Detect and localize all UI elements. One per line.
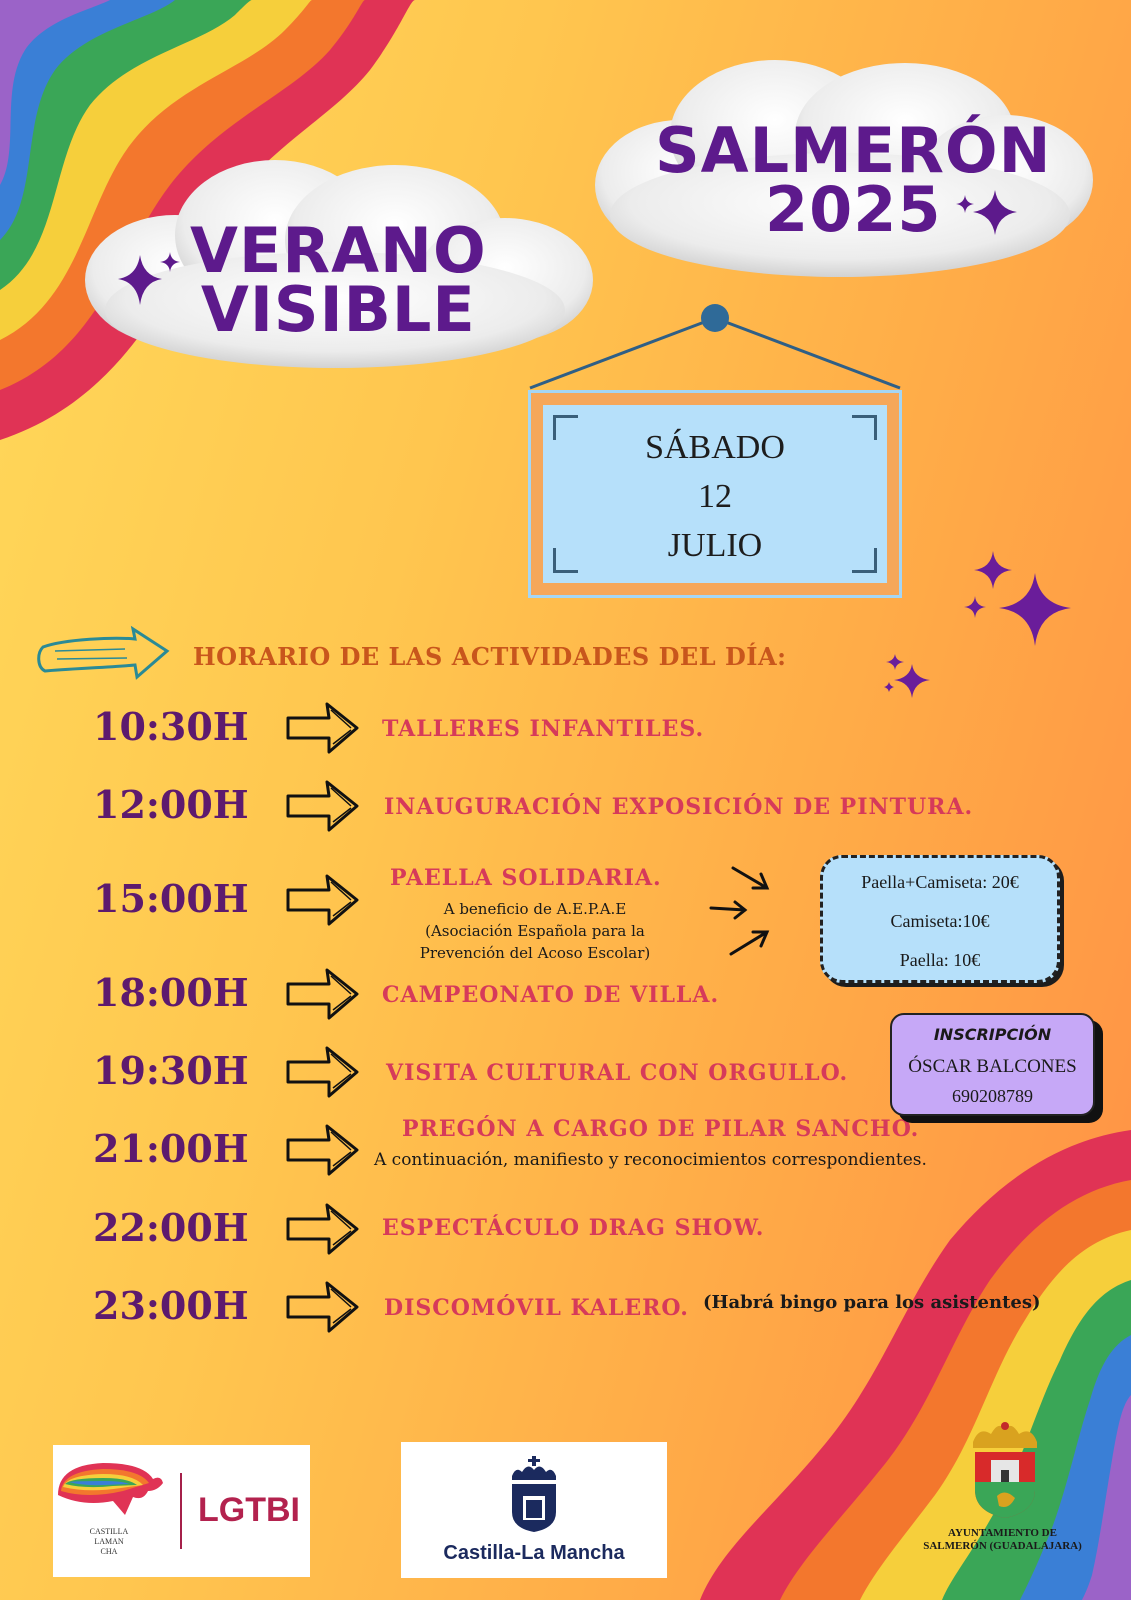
schedule-time: 19:30H — [93, 1048, 249, 1093]
hand-drawn-arrow-icon — [35, 625, 175, 685]
pointer-arrows — [705, 862, 775, 962]
sketch-arrow-icon — [285, 966, 361, 1022]
sketch-arrow-icon — [285, 778, 361, 834]
price-line: Paella+Camiseta: 20€ — [861, 872, 1019, 892]
schedule-time: 21:00H — [93, 1126, 249, 1171]
schedule-activity: INAUGURACIÓN EXPOSICIÓN DE PINTURA. — [384, 794, 974, 820]
schedule-time: 23:00H — [93, 1283, 249, 1328]
schedule-activity: PAELLA SOLIDARIA. — [390, 865, 662, 891]
schedule-activity: VISITA CULTURAL CON ORGULLO. — [386, 1060, 849, 1086]
ayto-label — [905, 1527, 1100, 1553]
rainbow-head-icon — [53, 1457, 165, 1517]
schedule-time: 12:00H — [93, 782, 249, 827]
title-line: VISIBLE — [200, 272, 476, 346]
title-verano-visible — [190, 214, 487, 346]
schedule-details — [395, 898, 675, 964]
schedule-note: (Habrá bingo para los asistentes) — [703, 1292, 1041, 1313]
sketch-arrow-icon — [285, 1044, 361, 1100]
sketch-arrow-icon — [285, 872, 361, 928]
schedule-activity: TALLERES INFANTILES. — [382, 716, 705, 742]
detail-line: Prevención del Acoso Escolar) — [419, 944, 651, 962]
sign-hanger — [520, 300, 910, 395]
inscription-box — [890, 1013, 1095, 1116]
sketch-arrow-icon — [285, 1201, 361, 1257]
lgtbi-small-line: CHA — [100, 1547, 118, 1556]
date-text — [543, 423, 887, 570]
date-sign-panel — [543, 405, 887, 583]
title-line: VERANO — [190, 214, 487, 287]
detail-line: (Asociación Española para la — [425, 922, 645, 940]
schedule-activity: ESPECTÁCULO DRAG SHOW. — [382, 1215, 765, 1241]
logo-divider — [180, 1473, 182, 1549]
schedule-time: 18:00H — [93, 970, 249, 1015]
sketch-arrow-icon — [285, 1122, 361, 1178]
sparkle-icon — [880, 652, 940, 702]
schedule-activity: PREGÓN A CARGO DE PILAR SANCHO. — [402, 1116, 920, 1142]
ayto-line: AYUNTAMIENTO DE — [948, 1527, 1057, 1539]
schedule-time: 10:30H — [93, 704, 249, 749]
price-box — [820, 855, 1060, 983]
logo-ayuntamiento — [905, 1420, 1100, 1570]
inscription-name: ÓSCAR BALCONES — [908, 1056, 1077, 1077]
lgtbi-label: LGTBI — [198, 1491, 300, 1529]
schedule-activity: DISCOMÓVIL KALERO. — [384, 1295, 689, 1321]
jccm-label: Castilla-La Mancha — [443, 1542, 625, 1564]
title-line: 2025 — [764, 172, 942, 246]
lgtbi-small-text — [83, 1527, 135, 1557]
logo-castilla-la-mancha — [401, 1442, 667, 1578]
inscription-phone: 690208789 — [952, 1086, 1033, 1106]
sketch-arrow-icon — [285, 1279, 361, 1335]
sparkle-icon — [955, 548, 1075, 648]
ayto-line: SALMERÓN (GUADALAJARA) — [923, 1540, 1082, 1552]
schedule-activity: CAMPEONATO DE VILLA. — [382, 982, 720, 1008]
castle-crest-icon — [965, 1420, 1045, 1520]
schedule-heading: HORARIO DE LAS ACTIVIDADES DEL DÍA: — [193, 642, 787, 671]
date-sign — [528, 390, 902, 598]
lgtbi-small-line: CASTILLA — [89, 1527, 129, 1536]
schedule-time: 22:00H — [93, 1205, 249, 1250]
logo-lgtbi — [53, 1445, 310, 1577]
lgtbi-small-line: LAMAN — [94, 1537, 124, 1546]
schedule-details: A continuación, manifiesto y reconocimientos correspondientes. — [374, 1150, 927, 1170]
castle-crown-icon — [506, 1456, 562, 1532]
title-line: SALMERÓN — [655, 114, 1052, 187]
sketch-arrow-icon — [285, 700, 361, 756]
date-day: 12 — [698, 478, 732, 515]
schedule-time: 15:00H — [93, 876, 249, 921]
detail-line: A beneficio de A.E.P.A.E — [443, 900, 627, 918]
inscription-title: INSCRIPCIÓN — [933, 1025, 1052, 1044]
date-weekday: SÁBADO — [645, 429, 785, 466]
price-line: Camiseta:10€ — [890, 911, 990, 931]
date-month: JULIO — [667, 527, 763, 564]
price-line: Paella: 10€ — [899, 950, 981, 970]
sparkle-icon — [955, 185, 1025, 240]
sparkle-icon — [118, 250, 188, 310]
